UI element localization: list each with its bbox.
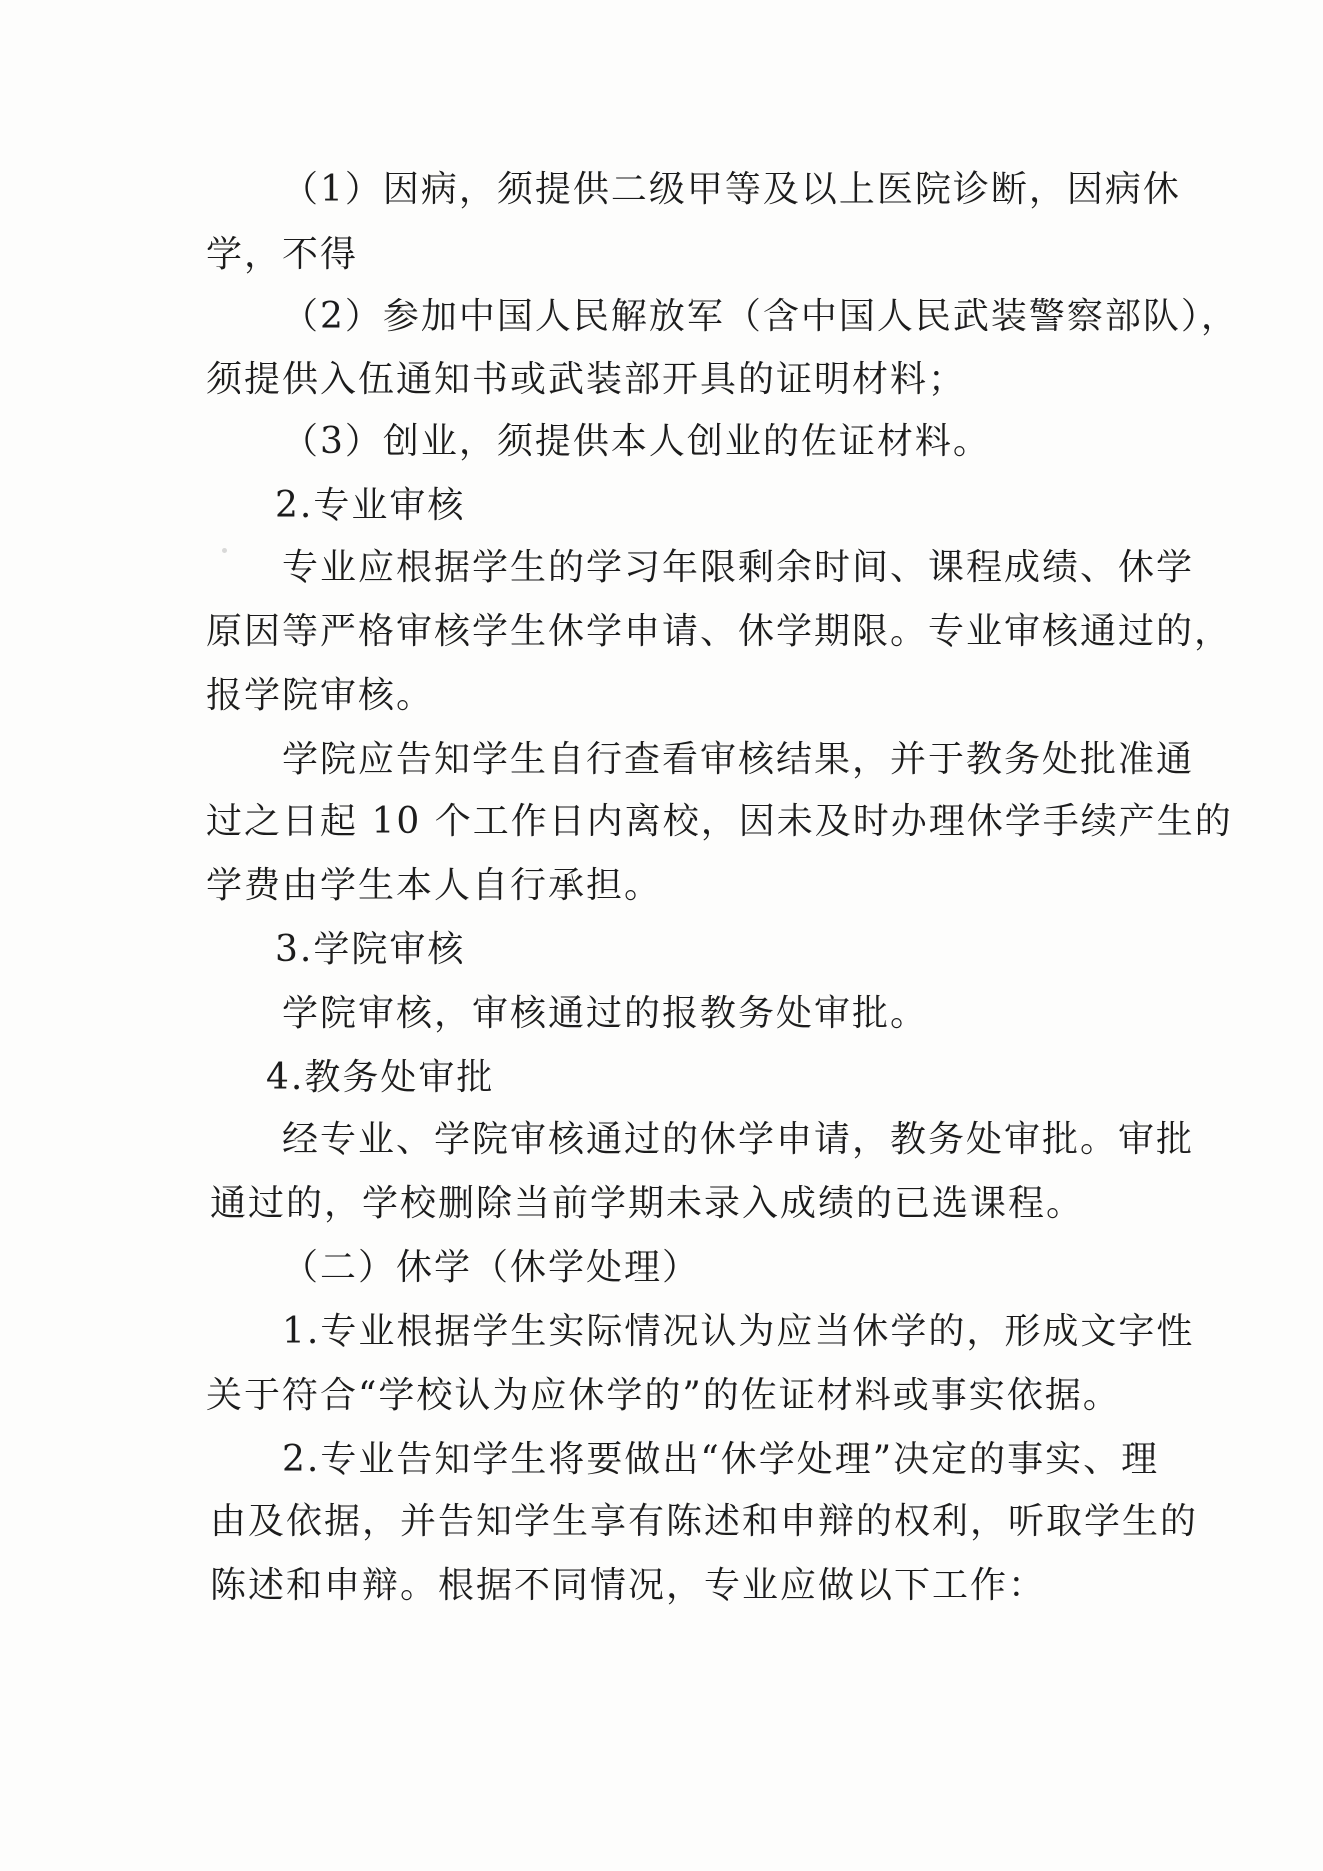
text-line: 陈述和申辩。根据不同情况，专业应做以下工作： bbox=[210, 1565, 1047, 1606]
section-heading: 4.教务处审批 bbox=[266, 1057, 495, 1098]
text-line: 学，不得 bbox=[206, 234, 359, 275]
text-line: 专业应根据学生的学习年限剩余时间、课程成绩、休学 bbox=[282, 547, 1195, 588]
text-line: 学费由学生本人自行承担。 bbox=[206, 865, 663, 906]
text-line: （2）参加中国人民解放军（含中国人民武装警察部队）， bbox=[282, 296, 1239, 337]
text-line: 须提供入伍通知书或武装部开具的证明材料； bbox=[206, 359, 967, 400]
text-line: 关于符合“学校认为应休学的”的佐证材料或事实依据。 bbox=[206, 1375, 1121, 1416]
text-line: 通过的，学校删除当前学期未录入成绩的已选课程。 bbox=[210, 1183, 1085, 1224]
text-line: 2.专业告知学生将要做出“休学处理”决定的事实、理 bbox=[282, 1439, 1160, 1480]
scan-speck bbox=[222, 548, 227, 553]
section-heading: （二）休学（休学处理） bbox=[282, 1247, 701, 1288]
text-line: （3）创业，须提供本人创业的佐证材料。 bbox=[282, 421, 991, 462]
text-line: （1）因病，须提供二级甲等及以上医院诊断，因病休 bbox=[282, 169, 1181, 210]
section-heading: 2.专业审核 bbox=[275, 485, 466, 526]
section-heading: 3.学院审核 bbox=[275, 929, 466, 970]
text-line: 由及依据，并告知学生享有陈述和申辩的权利，听取学生的 bbox=[210, 1501, 1199, 1542]
text-line: 原因等严格审核学生休学申请、休学期限。专业审核通过的， bbox=[206, 611, 1233, 652]
text-line: 学院应告知学生自行查看审核结果，并于教务处批准通 bbox=[282, 739, 1195, 780]
text-line: 过之日起 10 个工作日内离校，因未及时办理休学手续产生的 bbox=[206, 801, 1233, 842]
text-line: 学院审核，审核通过的报教务处审批。 bbox=[282, 993, 929, 1034]
text-line: 报学院审核。 bbox=[206, 675, 435, 716]
text-line: 1.专业根据学生实际情况认为应当休学的，形成文字性 bbox=[282, 1311, 1195, 1352]
text-line: 经专业、学院审核通过的休学申请，教务处审批。审批 bbox=[282, 1119, 1195, 1160]
